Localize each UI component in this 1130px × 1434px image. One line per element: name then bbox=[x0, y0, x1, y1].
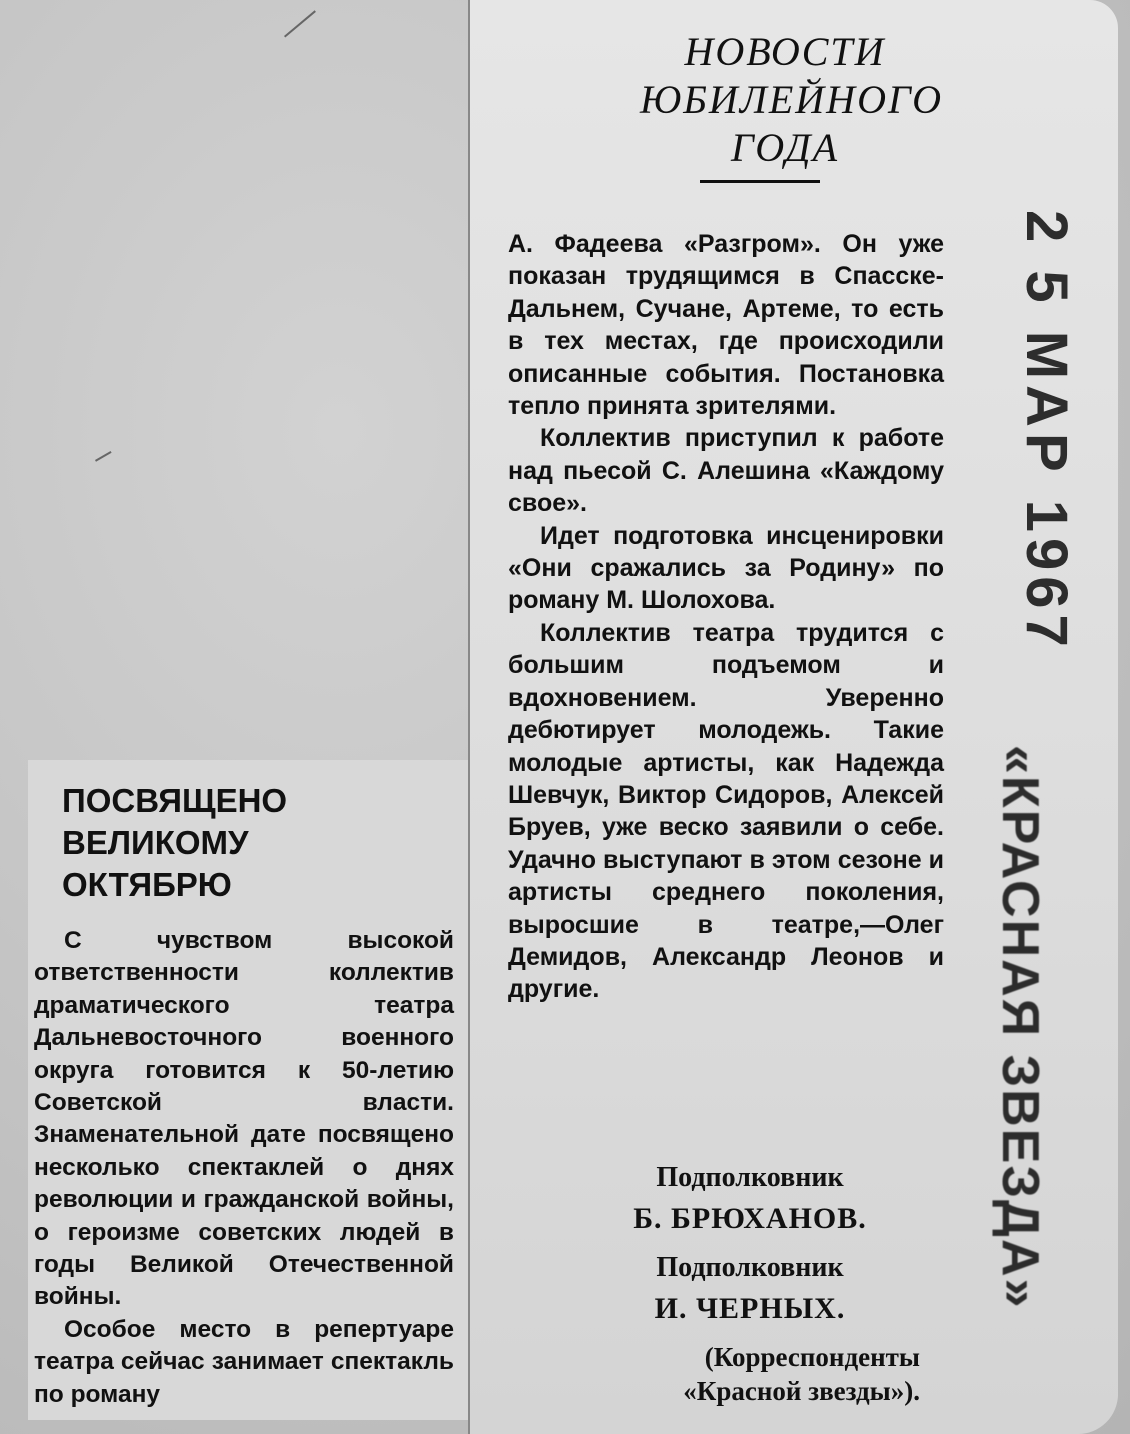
signature-rank: Подполковник bbox=[656, 1252, 844, 1283]
source-stamp: «КРАСНАЯ ЗВЕЗДА» bbox=[991, 745, 1049, 1310]
headline-line: ПОСВЯЩЕНО bbox=[62, 782, 288, 819]
article-paragraph: Особое место в репертуаре театра сейчас занимает спектакль по роману bbox=[34, 1315, 454, 1408]
article-paragraph: С чувством высокой ответственности коллектив драматического театра Дальневосточного военного округа готовится к 50-летию Советской власти. Знаменательной дате посвящено несколько спектаклей о днях революции и гражданской войны, о героизме советских людей в годы Великой Отечественной войны. bbox=[34, 927, 454, 1311]
rubric-line: ГОДА bbox=[731, 125, 839, 170]
article-headline bbox=[62, 780, 382, 906]
correspondents-note bbox=[580, 1340, 920, 1408]
signature-2 bbox=[590, 1252, 910, 1326]
headline-line: ОКТЯБРЮ bbox=[62, 866, 232, 903]
signature-name: И. ЧЕРНЫХ. bbox=[654, 1292, 846, 1325]
correspondents-line: «Красной звезды»). bbox=[683, 1376, 920, 1406]
left-column-text bbox=[34, 925, 454, 1411]
signature-name: Б. БРЮХАНОВ. bbox=[633, 1202, 867, 1235]
section-rubric bbox=[640, 28, 944, 172]
headline-line: ВЕЛИКОМУ bbox=[62, 824, 249, 861]
article-paragraph: Коллектив театра трудится с большим подъемом и вдохновением. Уверенно дебютирует молодежь. Такие молодые артисты, как Надежда Шевчук, Виктор Сидоров, Алексей Бруев, уже веско заявили о себе. Удачно выступают в этом сезоне и артисты среднего поколения, выросшие в театре,—Олег Демидов, Александр Леонов и другие. bbox=[508, 618, 944, 1004]
right-column-text bbox=[508, 228, 944, 1006]
date-stamp: 2 5 МАР 1967 bbox=[1014, 210, 1079, 653]
scratch-mark bbox=[284, 10, 316, 37]
correspondents-line: (Корреспонденты bbox=[704, 1342, 920, 1372]
article-paragraph: А. Фадеева «Разгром». Он уже показан трудящимся в Спасске-Дальнем, Сучане, Артеме, то есть в тех местах, где происходили описанные события. Постановка тепло принята зрителями. bbox=[508, 230, 944, 421]
rubric-line: НОВОСТИ bbox=[684, 29, 886, 74]
signature-1 bbox=[590, 1162, 910, 1236]
rubric-underline bbox=[700, 180, 820, 183]
rubric-line: ЮБИЛЕЙНОГО bbox=[640, 77, 944, 122]
article-paragraph: Идет подготовка инсценировки «Они сражались за Родину» по роману М. Шолохова. bbox=[508, 521, 944, 615]
signature-rank: Подполковник bbox=[656, 1162, 844, 1193]
scratch-mark bbox=[95, 451, 112, 462]
article-paragraph: Коллектив приступил к работе над пьесой С. Алешина «Каждому свое». bbox=[508, 424, 944, 518]
